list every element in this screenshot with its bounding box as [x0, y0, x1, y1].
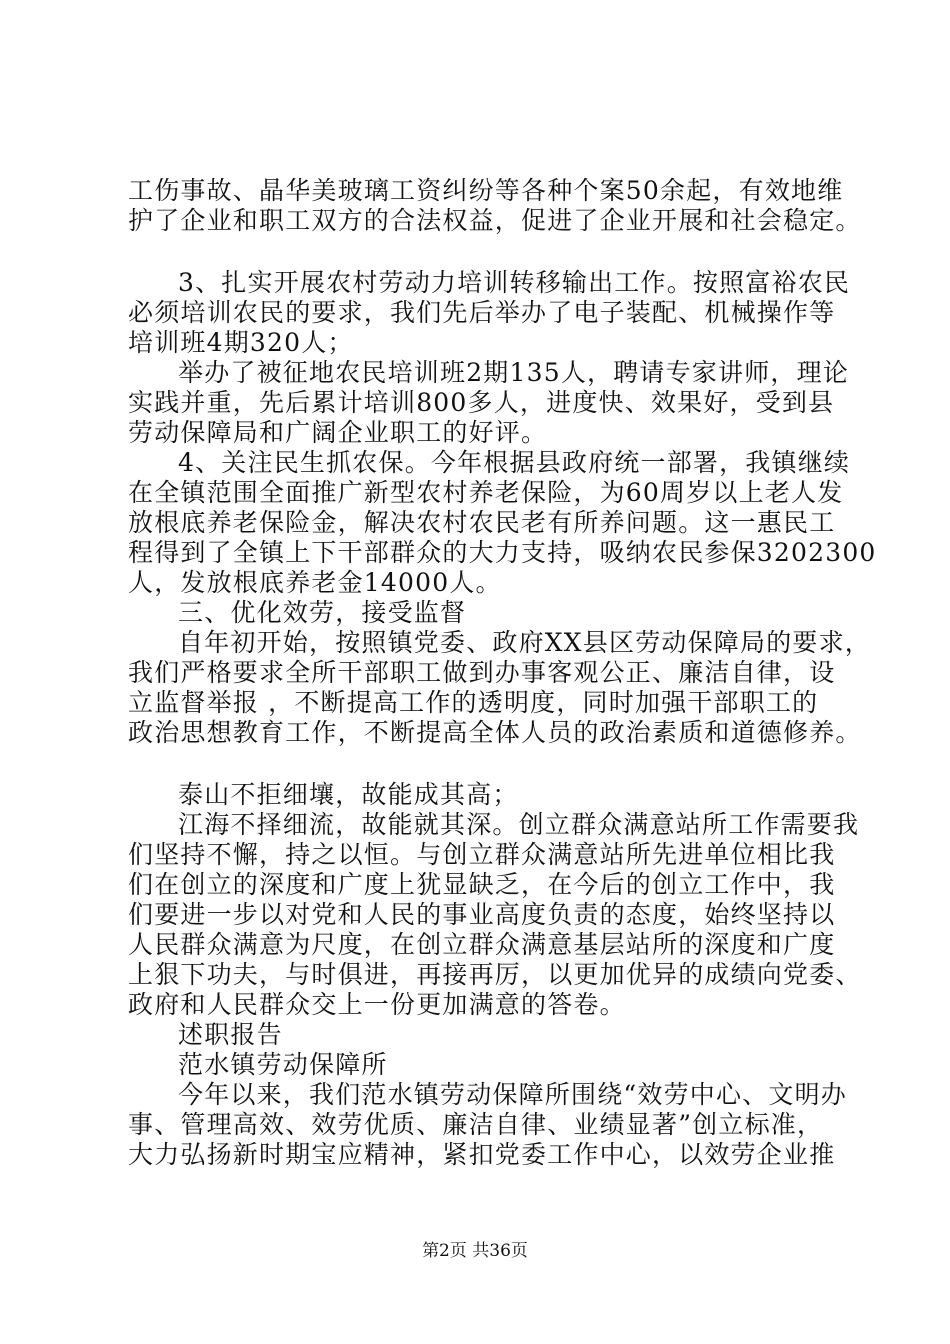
text-line: 们坚持不懈，持之以恒。与创立群众满意站所先进单位相比我: [128, 840, 836, 869]
text-line: 们要进一步以对党和人民的事业高度负责的态度，始终坚持以: [128, 900, 836, 929]
text-line: 举办了被征地农民培训班2期135人，聘请专家讲师，理论: [178, 358, 850, 387]
text-line: 人，发放根底养老金14000人。: [128, 568, 502, 597]
text-line: 上狠下功夫，与时俱进，再接再厉，以更加优异的成绩向党委、: [128, 960, 862, 989]
text-line: 立监督举报 ，不断提高工作的透明度，同时加强干部职工的: [128, 688, 819, 717]
text-line: 江海不择细流，故能就其深。创立群众满意站所工作需要我: [178, 810, 860, 839]
page-number-footer: 第2页 共36页: [422, 1241, 528, 1261]
text-line: 必须培训农民的要求，我们先后举办了电子装配、机械操作等: [128, 298, 836, 327]
text-line: 实践并重，先后累计培训800多人，进度快、效果好，受到县: [128, 388, 835, 417]
text-line: 在全镇范围全面推广新型农村养老保险，为60周岁以上老人发: [128, 478, 844, 507]
text-line: 程得到了全镇上下干部群众的大力支持，吸纳农民参保3202300: [128, 538, 877, 567]
text-line: 工伤事故、晶华美玻璃工资纠纷等各种个案50余起，有效地维: [128, 176, 844, 205]
text-line: 放根底养老保险金，解决农村农民老有所养问题。这一惠民工: [128, 508, 836, 537]
text-line: 我们严格要求全所干部职工做到办事客观公正、廉洁自律，设: [128, 658, 836, 687]
text-line: 培训班4期320人；: [128, 328, 354, 357]
report-title: 述职报告: [178, 1020, 283, 1049]
text-line: 事、管理高效、效劳优质、廉洁自律、业绩显著”创立标准，: [128, 1110, 824, 1139]
text-line: 人民群众满意为尺度，在创立群众满意基层站所的深度和广度: [128, 930, 836, 959]
section-heading: 三、优化效劳，接受监督: [178, 598, 467, 627]
text-line: 们在创立的深度和广度上犹显缺乏，在今后的创立工作中，我: [128, 870, 836, 899]
text-line: 政治思想教育工作，不断提高全体人员的政治素质和道德修养。: [128, 718, 862, 747]
text-line: 3、扎实开展农村劳动力培训转移输出工作。按照富裕农民: [178, 268, 851, 297]
report-author: 范水镇劳动保障所: [178, 1050, 388, 1079]
text-line: 劳动保障局和广阔企业职工的好评。: [128, 418, 548, 447]
text-line: 自年初开始，按照镇党委、政府XX县区劳动保障局的要求，: [178, 628, 871, 657]
text-line: 泰山不拒细壤，故能成其高；: [178, 780, 519, 809]
text-line: 今年以来，我们范水镇劳动保障所围绕“效劳中心、文明办: [178, 1080, 847, 1109]
text-line: 护了企业和职工双方的合法权益，促进了企业开展和社会稳定。: [128, 206, 862, 235]
text-line: 大力弘扬新时期宝应精神，紧扣党委工作中心，以效劳企业推: [128, 1140, 836, 1169]
text-line: 政府和人民群众交上一份更加满意的答卷。: [128, 990, 626, 1019]
text-line: 4、关注民生抓农保。今年根据县政府统一部署，我镇继续: [178, 448, 851, 477]
